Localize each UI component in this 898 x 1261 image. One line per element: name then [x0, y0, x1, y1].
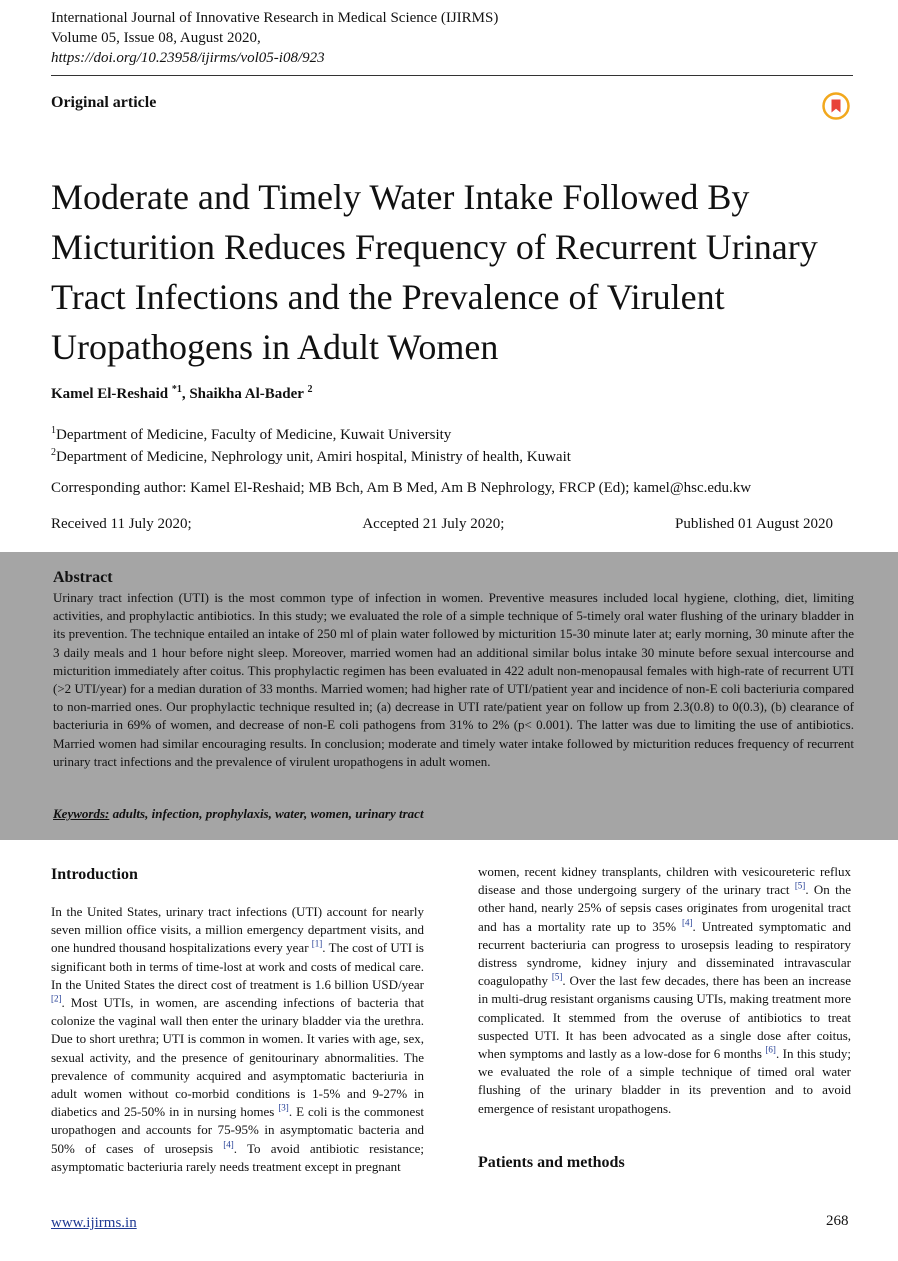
abstract-text: Urinary tract infection (UTI) is the most common type of infection in women. Preventive measures included local hygiene, clothing, diet, limiting activities, and prophylactic antibiotics. In this study; we evaluated the role of a simple technique of 5-timely oral water flushing of the urinary bladder in its prevention. The technique entailed an intake of 250 ml of plain water followed by micturition 15-30 minute later at; early morning, 30 minute after the 3 daily meals and 1 hour before night sleep. Moreover, married women had an additional similar bolus intake 30 minute before sexual intercourse and micturition immediately after coitus. This prophylactic regimen has been evaluated in 422 adult non-menopausal females with high-rate of recurrent UTI (>2 UTI/year) for a median duration of 33 months. Married women; had higher rate of UTI/patient year and incidence of non-E coli bacteriuria compared to non-married ones. Our prophylactic technique resulted in; (a) decrease in UTI rate/patient year on follow up from 2.3(0.8) to 0(0.3), (b) clearance of bacteriuria in 69% of women, and decrease of non-E coli pathogens from 31% to 2% (p< 0.001). The latter was due to limiting the use of antibiotics. Married women had similar encouraging results. In conclusion; moderate and timely water intake followed by micturition reduces frequency of recurrent urinary tract infections and the prevalence of virulent uropathogens in adult women.	[53, 590, 854, 769]
patients-methods-heading: Patients and methods	[478, 1154, 625, 1171]
keywords-line	[53, 806, 424, 822]
corresponding-author: Corresponding author: Kamel El-Reshaid; MB Bch, Am B Med, Am B Nephrology, FRCP (Ed); kamel@hsc.edu.kw	[51, 480, 752, 496]
bookmark-badge-icon[interactable]	[822, 92, 850, 120]
intro-text: . Untreated symptomatic and recurrent bacteriuria can progress to urosepsis leading to respiratory distress syndrome, kidney injury and disseminated intravascular coagulopathy	[478, 918, 851, 989]
journal-header	[51, 8, 498, 68]
citation-link[interactable]: [3]	[278, 1102, 289, 1113]
affiliation-mark: 2	[51, 447, 56, 458]
header-divider	[51, 75, 853, 76]
introduction-heading: Introduction	[51, 866, 138, 883]
date-accepted: Accepted 21 July 2020;	[362, 516, 505, 532]
affiliation-2	[51, 442, 571, 468]
affiliation-text: Department of Medicine, Nephrology unit, Amiri hospital, Ministry of health, Kuwait	[56, 449, 571, 465]
intro-text: . On the other hand, nearly 25% of sepsis cases originates from urogenital tract and has a mortality rate up to 35%	[478, 882, 851, 934]
intro-text: . E coli is the commonest uropathogen and accounts for 75-95% in asymptomatic bacteria and 50% of cases of urosepsis	[51, 1104, 424, 1156]
citation-link[interactable]: [5]	[551, 971, 563, 982]
citation-link[interactable]: [4]	[223, 1139, 234, 1150]
date-published: Published 01 August 2020	[675, 516, 833, 532]
affiliation-mark: 1	[51, 425, 56, 436]
author-mark: *1	[171, 384, 182, 395]
introduction-left-column	[51, 903, 424, 1176]
intro-text: In the United States, urinary tract infections (UTI) account for nearly seven million office visits, a million emergency department visits, and one hundred thousand hospitalizations every year	[51, 904, 424, 956]
article-dates	[51, 516, 833, 533]
page-number: 268	[826, 1213, 849, 1229]
keywords-label: Keywords:	[53, 806, 110, 821]
keywords-text: adults, infection, prophylaxis, water, women, urinary tract	[109, 806, 424, 821]
author-name: Shaikha Al-Bader	[189, 386, 308, 402]
author-separator: ,	[181, 386, 190, 402]
introduction-right-column	[478, 863, 851, 1118]
article-type: Original article	[51, 94, 157, 111]
intro-text: . Most UTIs, in women, are ascending infections of bacteria that colonize the vaginal wall then enter the urinary bladder via the urethra. Due to short urethra; UTI is common in women. It varies with age, sex, sexual activity, and the presence of genitourinary abnormalities. The prevalence of community acquired and asymptomatic bacteriuria in adult women without co-morbid conditions is 1-5% and 9-27% in diabetics and 25-50% in in nursing homes	[51, 995, 424, 1120]
author-name: Kamel El-Reshaid	[51, 386, 172, 402]
citation-link[interactable]: [2]	[51, 993, 62, 1004]
journal-doi-link[interactable]: https://doi.org/10.23958/ijirms/vol05-i08/923	[51, 50, 325, 66]
journal-name: International Journal of Innovative Research in Medical Science (IJIRMS)	[51, 10, 499, 26]
intro-text: women, recent kidney transplants, children with vesicoureteric reflux disease and those undergoing surgery of the urinary tract	[478, 864, 851, 898]
footer-website-link[interactable]: www.ijirms.in	[51, 1215, 137, 1231]
journal-volume: Volume 05, Issue 08, August 2020,	[51, 30, 261, 46]
intro-text: . Over the last few decades, there has been an increase in multi-drug resistant organisms causing UTIs, making treatment more complicated. It stemmed from the overuse of antibiotics to treat suspected UTI. It has been advocated as a single dose after coitus, when symptoms and lastly as a low-dose for 6 months	[478, 973, 851, 1062]
author-mark: 2	[307, 384, 313, 395]
intro-text: . The cost of UTI is significant both in terms of time-lost at work and costs of medical care. In the United States the direct cost of treatment is 1.6 billion USD/year	[51, 940, 424, 992]
author-list	[51, 384, 312, 403]
citation-link[interactable]: [4]	[682, 917, 693, 928]
citation-link[interactable]: [6]	[765, 1044, 776, 1055]
intro-text: . To avoid antibiotic resistance; asymptomatic bacteriuria rarely needs treatment except in pregnant	[51, 1140, 424, 1174]
intro-text: . In this study; we evaluated the role of a simple technique of timed oral water flushing of the urinary bladder in its prevention and to avoid emergence of resistant uropathogens.	[478, 1046, 851, 1116]
date-received: Received 11 July 2020;	[51, 516, 192, 532]
citation-link[interactable]: [1]	[311, 939, 323, 950]
abstract-heading: Abstract	[53, 569, 113, 586]
affiliation-text: Department of Medicine, Faculty of Medicine, Kuwait University	[56, 427, 452, 443]
article-title: Moderate and Timely Water Intake Followed By Micturition Reduces Frequency of Recurrent Urinary Tract Infections and the Prevalence of Virulent Uropathogens in Adult Women	[51, 177, 818, 367]
citation-link[interactable]: [5]	[794, 880, 806, 891]
